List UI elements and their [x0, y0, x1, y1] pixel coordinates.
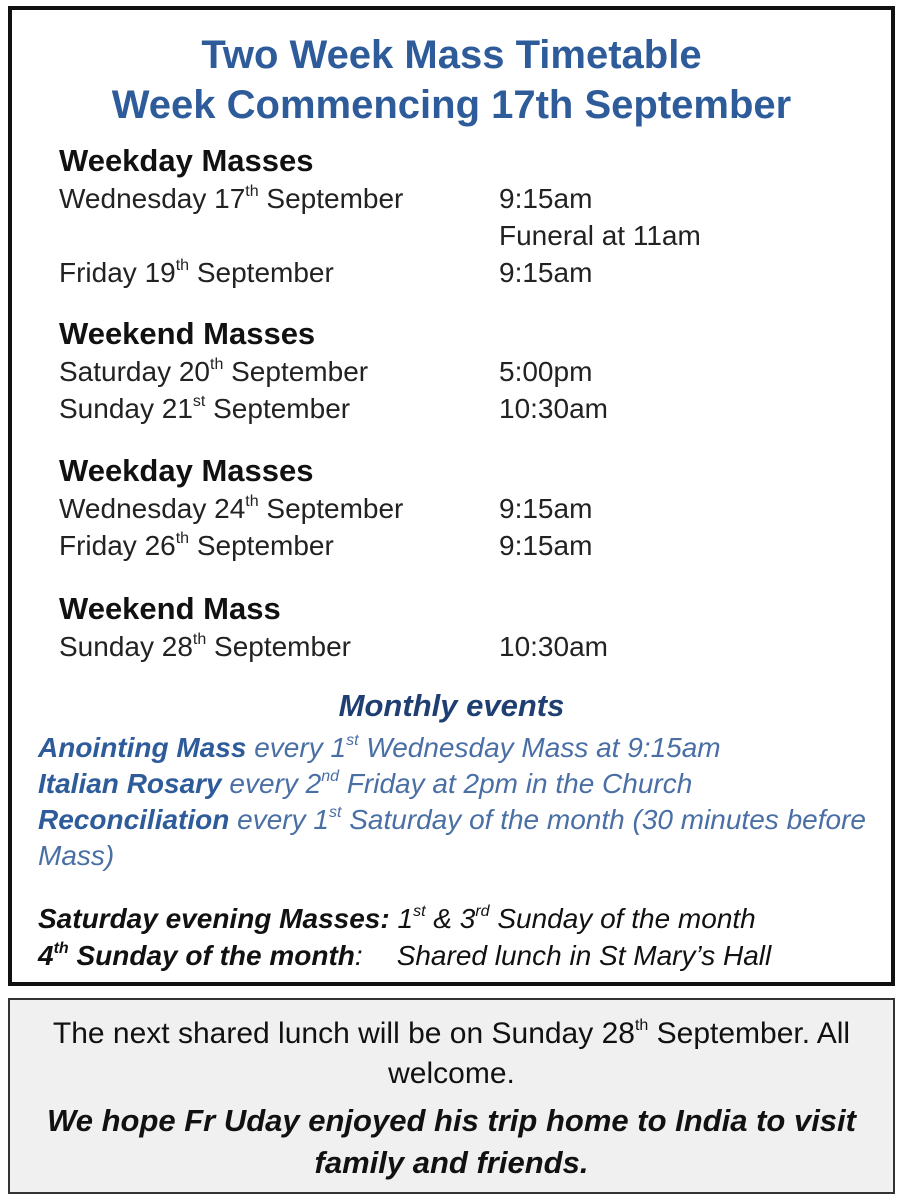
mass-time: 5:00pm — [499, 356, 593, 387]
saturday-note: Saturday evening Masses: 1st & 3rd Sunday of the month — [38, 902, 756, 934]
event-item: Reconciliation every 1st Saturday of the month (30 minutes before Mass) — [38, 803, 866, 871]
mass-day: Friday 26th September — [59, 529, 334, 561]
mass-row — [59, 217, 859, 254]
weekend-mass-section-2 — [59, 590, 859, 665]
timetable-title — [12, 30, 891, 130]
mass-time: 9:15am — [499, 530, 593, 561]
weekend-masses-section-1 — [59, 315, 859, 427]
mass-row — [59, 527, 859, 564]
trip-message: We hope Fr Uday enjoyed his trip home to India to visit family and friends. — [47, 1103, 856, 1180]
mass-day: Wednesday 24th September — [59, 492, 404, 524]
mass-row — [59, 254, 859, 291]
event-item: Anointing Mass every 1st Wednesday Mass at 9:15am — [38, 731, 721, 763]
notes — [38, 900, 888, 974]
weekday-masses-section-1 — [59, 142, 859, 291]
weekday-masses-section-2 — [59, 452, 859, 564]
mass-day: Sunday 28th September — [59, 630, 351, 662]
section-heading: Weekend Masses — [59, 316, 316, 351]
mass-time: 9:15am — [499, 183, 593, 214]
mass-row — [59, 628, 859, 665]
mass-time: 9:15am — [499, 257, 593, 288]
mass-day: Sunday 21st September — [59, 392, 351, 424]
mass-row — [59, 180, 859, 217]
monthly-events-list — [38, 730, 878, 874]
mass-time: Funeral at 11am — [499, 220, 701, 251]
monthly-events-heading: Monthly events — [338, 688, 565, 723]
event-item: Italian Rosary every 2nd Friday at 2pm in the Church — [38, 767, 693, 799]
section-heading: Weekday Masses — [59, 143, 314, 178]
shared-lunch-message: The next shared lunch will be on Sunday 28th September. All welcome. — [52, 1017, 851, 1090]
mass-timetable-box — [8, 6, 895, 986]
mass-time: 10:30am — [499, 631, 608, 662]
mass-row — [59, 490, 859, 527]
section-heading: Weekend Mass — [59, 591, 281, 626]
mass-time: 9:15am — [499, 493, 593, 524]
mass-day: Friday 19th September — [59, 256, 334, 288]
mass-day: Wednesday 17th September — [59, 182, 404, 214]
title-line-1: Two Week Mass Timetable — [201, 33, 702, 77]
title-line-2: Week Commencing 17th September — [111, 83, 792, 127]
mass-row — [59, 390, 859, 427]
announcement-box — [8, 998, 895, 1194]
mass-time: 10:30am — [499, 393, 608, 424]
mass-row — [59, 353, 859, 390]
section-heading: Weekday Masses — [59, 453, 314, 488]
mass-day: Saturday 20th September — [59, 355, 369, 387]
fourth-sunday-note: 4th Sunday of the month: Shared lunch in St Mary’s Hall — [38, 939, 772, 971]
